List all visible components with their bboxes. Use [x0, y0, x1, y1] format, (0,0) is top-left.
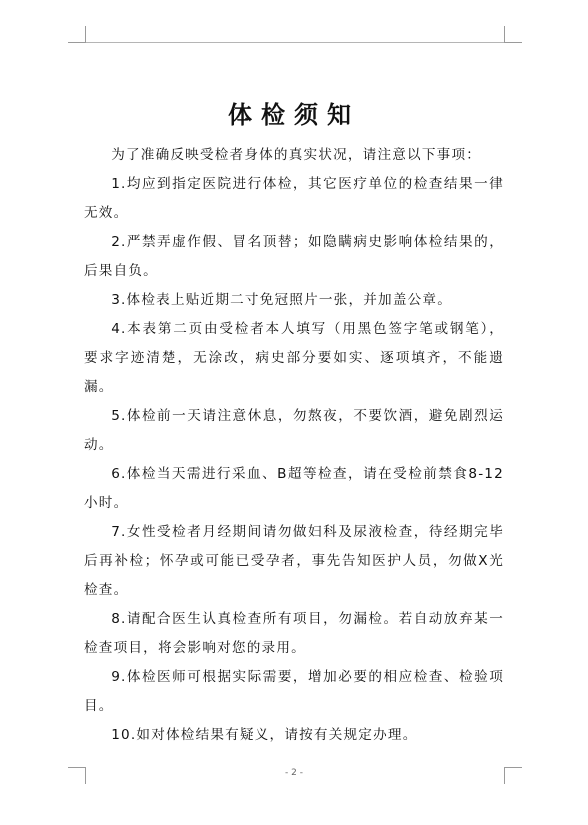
- list-item: 6.体检当天需进行采血、B超等检查，请在受检前禁食8-12小时。: [84, 466, 504, 511]
- document-body: [84, 141, 504, 750]
- list-item: 2.严禁弄虚作假、冒名顶替；如隐瞒病史影响体检结果的，后果自负。: [84, 234, 504, 279]
- list-item: 7.女性受检者月经期间请勿做妇科及尿液检查，待经期完毕后再补检；怀孕或可能已受孕者，事先告知医护人员，勿做X光检查。: [84, 524, 504, 598]
- intro-paragraph: 为了准确反映受检者身体的真实状况，请注意以下事项：: [111, 147, 482, 163]
- crop-mark-top-left-vertical: [85, 26, 86, 43]
- list-item: 1.均应到指定医院进行体检，其它医疗单位的检查结果一律无效。: [84, 176, 504, 221]
- list-item: 3.体检表上贴近期二寸免冠照片一张，并加盖公章。: [111, 292, 453, 308]
- list-item: 10.如对体检结果有疑义，请按有关规定办理。: [111, 727, 418, 743]
- header-rule: [86, 42, 504, 43]
- crop-mark-top-right-horizontal: [504, 42, 522, 43]
- crop-mark-top-left-horizontal: [68, 42, 86, 43]
- list-item: 5.体检前一天请注意休息，勿熬夜，不要饮酒，避免剧烈运动。: [84, 408, 504, 453]
- list-item: 8.请配合医生认真检查所有项目，勿漏检。若自动放弃某一检查项目，将会影响对您的录用。: [84, 611, 504, 656]
- list-item: 4.本表第二页由受检者本人填写（用黑色签字笔或钢笔），要求字迹清楚，无涂改，病史部分要如实、逐项填齐，不能遗漏。: [84, 321, 504, 395]
- page-number: - 2 -: [285, 768, 303, 778]
- list-item: 9.体检医师可根据实际需要，增加必要的相应检查、检验项目。: [84, 669, 504, 714]
- document-title: 体检须知: [228, 101, 360, 129]
- crop-mark-top-right-vertical: [504, 26, 505, 43]
